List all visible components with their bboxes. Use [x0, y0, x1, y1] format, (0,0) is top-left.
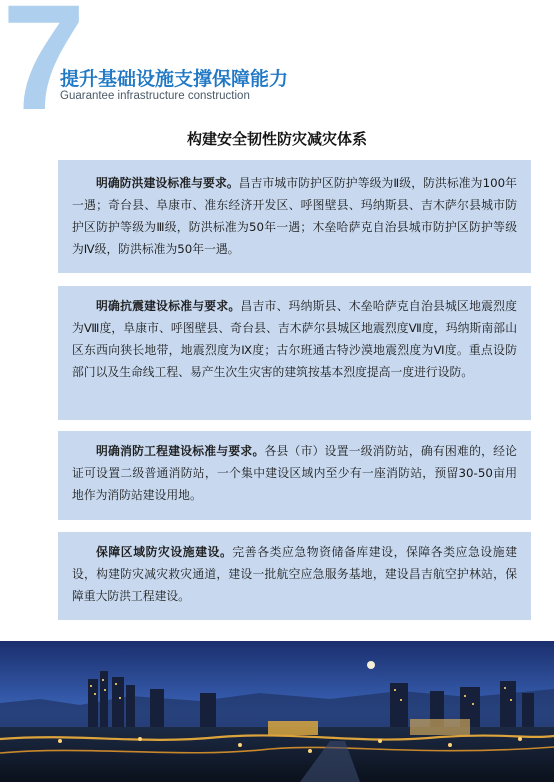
city-night-photo	[0, 641, 554, 782]
disaster-facility-paragraph	[72, 541, 517, 607]
fire-standard-paragraph	[72, 440, 517, 506]
seismic-standard-paragraph	[72, 295, 517, 383]
facility-body: 完善各类应急物资储备库建设，保障各类应急设施建设，构建防灾减灾救灾通道，建设一批航空应急服务基地，建设昌吉航空护林站，保障重大防洪工程建设。	[72, 545, 517, 603]
flood-lead: 明确防洪建设标准与要求。	[96, 176, 239, 190]
chapter-title: 提升基础设施支撑保障能力	[60, 68, 289, 90]
chapter-number: 7	[2, 0, 82, 141]
fire-standard-box	[58, 431, 531, 520]
facility-lead: 保障区域防灾设施建设。	[96, 545, 233, 559]
fire-body: 各县（市）设置一级消防站，确有困难的，经论证可设置二级普通消防站，一个集中建设区域内至少有一座消防站，预留30-50亩用地作为消防站建设用地。	[72, 444, 517, 502]
fire-lead: 明确消防工程建设标准与要求。	[96, 444, 265, 458]
seismic-standard-box	[58, 286, 531, 420]
flood-standard-box	[58, 160, 531, 273]
section-heading: 构建安全韧性防灾减灾体系	[186, 130, 367, 148]
chapter-subtitle: Guarantee infrastructure construction	[60, 90, 250, 102]
flood-body: 昌吉市城市防护区防护等级为Ⅱ级，防洪标准为100年一遇；奇台县、阜康市、准东经济开发区、呼图壁县、玛纳斯县、吉木萨尔县城市防护区防护等级为Ⅲ级，防洪标准为50年一遇；木垒哈萨克自治县城市防护区防护等级为Ⅳ级，防洪标准为50年一遇。	[72, 176, 517, 256]
seismic-lead: 明确抗震建设标准与要求。	[96, 299, 241, 313]
flood-standard-paragraph	[72, 172, 517, 260]
disaster-facility-box	[58, 532, 531, 620]
seismic-body: 昌吉市、玛纳斯县、木垒哈萨克自治县城区地震烈度为Ⅷ度，阜康市、呼图壁县、奇台县、吉木萨尔县城区地震烈度Ⅶ度，玛纳斯南部山区东西向狭长地带，地震烈度为Ⅸ度；古尔班通古特沙漠地震烈度为Ⅵ度。重点设防部门以及生命线工程、易产生次生灾害的建筑按基本烈度提高一度进行设防。	[72, 299, 517, 379]
